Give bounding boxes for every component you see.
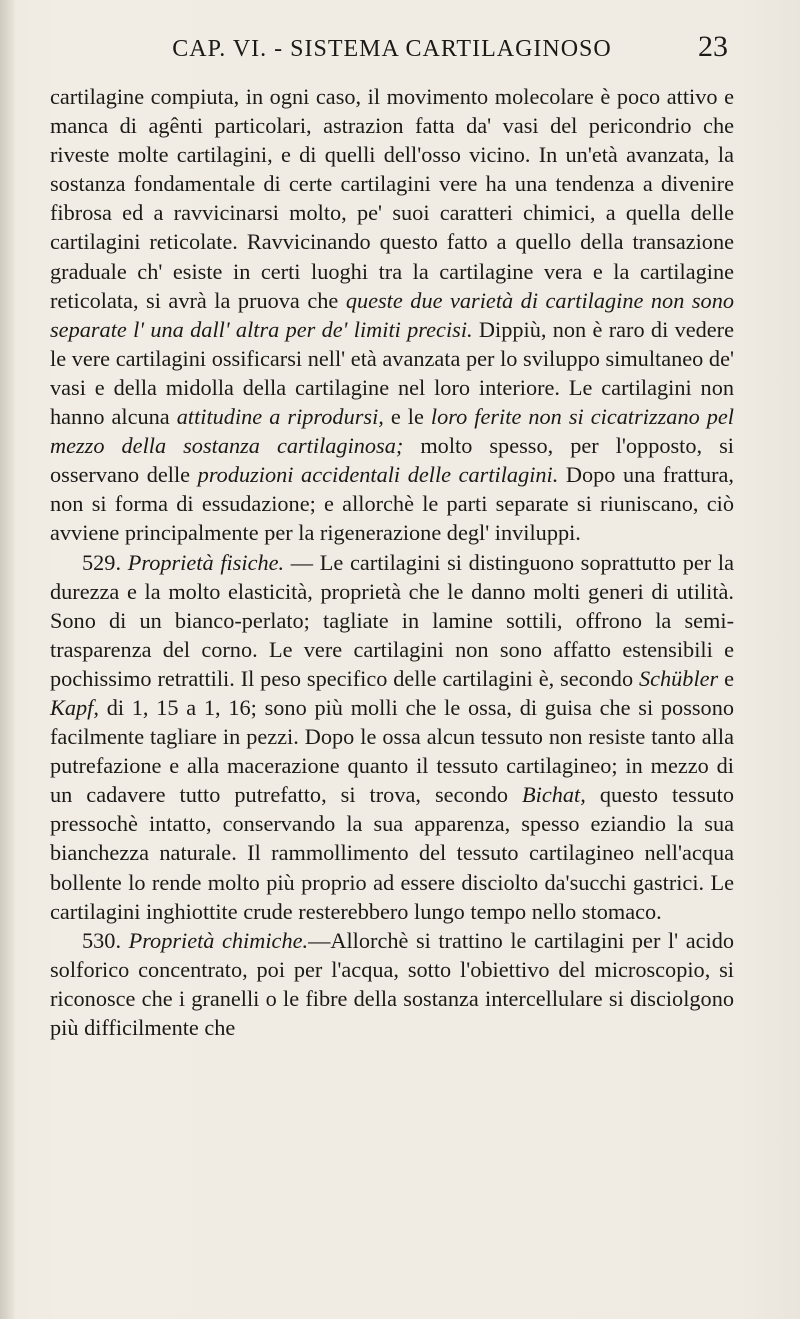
- text-segment: di 1, 15 a 1, 16; sono più molli che le ossa, di guisa che si possono facilmente tagliare in pezzi. Dopo le ossa alcun tessuto non resiste tanto alla putrefazione e alla macerazione quanto il tessuto cartilagineo; in mezzo di un cadavere tutto putrefatto, si trova, secondo: [50, 694, 734, 808]
- text-segment: —Allorchè si trattino le cartilagini per l' acido solforico concentrato, poi per l'acqua, sotto l'obiettivo del microscopio, si riconosce che i granelli o le fibre della sostanza intercellulare si disciolgono più difficilmente che: [50, 927, 734, 1040]
- text-segment: questo tessuto pressochè intatto, conservando la sua apparenza, spesso eziandio la sua bianchezza naturale. Il rammollimento del tessuto cartilagineo nell'acqua bollente lo rende molto più proprio ad essere disciolto da'succhi gastrici. Le cartilagini inghiottite crude resterebbero lungo tempo nello stomaco.: [50, 782, 734, 924]
- italic-segment: attitudine a riprodursi,: [176, 404, 384, 430]
- page-gutter: [0, 0, 14, 1319]
- section-number: 530.: [82, 927, 129, 953]
- section-number: 529.: [82, 549, 128, 575]
- text-segment: cartilagine compiuta, in ogni caso, il movimento molecolare è poco attivo e manca di agênti particolari, astrazion fatta da' vasi del pericondrio che riveste molte cartilagini, e di quelli dell'osso vicino. In un'età avanzata, la sostanza fondamentale di certe cartilagini vere ha una tendenza a divenire fibrosa ed a ravvicinarsi molto, pe' suoi caratteri chimici, a quella delle cartilagini reticolate. Ravvicinando questo fatto a quello della transazione graduale ch' esiste in certi luoghi tra la cartilagine vera e la cartilagine reticolata, si avrà la pruova che: [50, 84, 734, 313]
- text-segment: — Le cartilagini si distinguono soprattutto per la durezza e la molto elasticità, proprietà che le danno molti generi di utilità. Sono di un bianco-perlato; tagliate in lamine sottili, offrono la semi-trasparenza del corno. Le vere cartilagini non sono affatto estensibili e pochissimo retrattili. Il peso specifico delle cartilagini è, secondo: [50, 549, 735, 691]
- text-segment: molto spesso, per l'opposto, si osservano delle: [50, 433, 734, 488]
- page-number: 23: [698, 30, 728, 63]
- author-name: Schübler: [638, 665, 719, 691]
- author-name: Kapf,: [50, 694, 99, 720]
- italic-segment: loro ferite non si cicatrizzano pel mezzo della sostanza cartilaginosa;: [50, 404, 735, 459]
- author-name: Bichat,: [522, 782, 586, 808]
- page-header: [112, 30, 728, 70]
- italic-segment: queste due varietà di cartilagine non sono separate l' una dall' altra per de' limiti precisi.: [50, 287, 734, 342]
- text-segment: Dippiù, non è raro di vedere le vere cartilagini ossificarsi nell' età avanzata per lo sviluppo simultaneo de' vasi e della midolla della cartilagine nel loro interiore. Le cartilagini non hanno alcuna: [50, 316, 734, 430]
- paragraph-530-chemical-properties: [50, 926, 734, 1042]
- text-segment: Dopo una frattura, non si forma di essudazione; e allorchè le parti separate si riuniscano, ciò avviene principalmente per la rigenerazione degl' inviluppi.: [50, 462, 734, 546]
- body-text: [50, 82, 734, 1042]
- section-heading: Proprietà fisiche.: [127, 549, 285, 575]
- paragraph-continuation: [50, 82, 734, 548]
- italic-segment: produzioni accidentali delle cartilagini.: [197, 462, 559, 488]
- text-segment: e le: [383, 404, 431, 430]
- section-heading: Proprietà chimiche.: [128, 927, 309, 953]
- text-segment: e: [718, 665, 734, 691]
- paragraph-529-physical-properties: [50, 548, 734, 926]
- running-title: CAP. VI. - SISTEMA CARTILAGINOSO: [172, 36, 612, 62]
